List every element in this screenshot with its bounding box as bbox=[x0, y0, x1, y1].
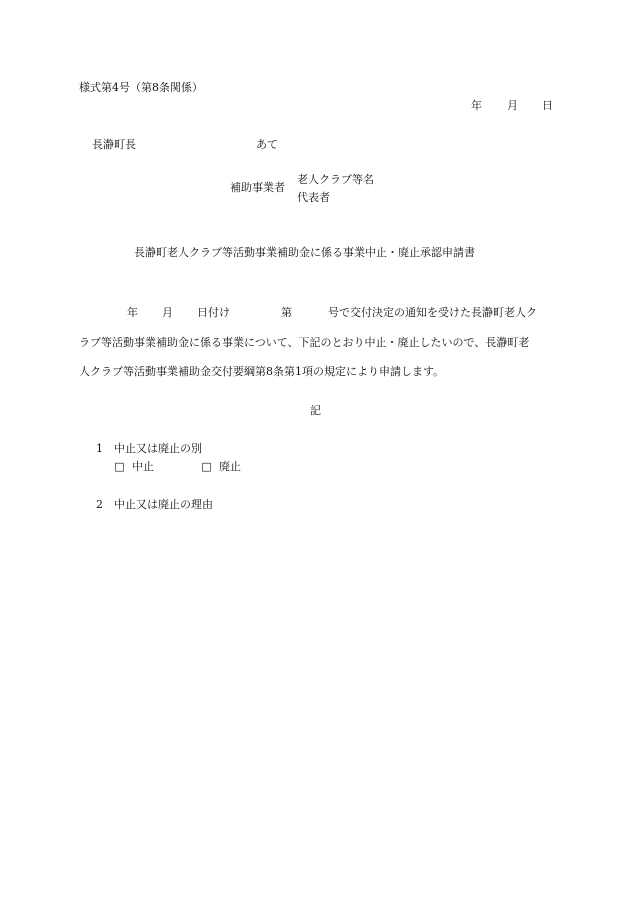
item-number: 1 bbox=[96, 442, 103, 455]
addressee-name: 長瀞町長 bbox=[92, 138, 136, 151]
checkbox-icon[interactable]: □ bbox=[201, 460, 212, 473]
body-date-suffix: 日付け bbox=[197, 306, 230, 319]
club-name-label: 老人クラブ等名 bbox=[297, 173, 374, 186]
item-label: 中止又は廃止の理由 bbox=[114, 498, 213, 511]
date-year-label: 年 bbox=[471, 99, 482, 112]
addressee-suffix: あて bbox=[256, 138, 278, 151]
date-month-label: 月 bbox=[507, 99, 518, 112]
date-day-label: 日 bbox=[542, 99, 553, 112]
body-line-1-text: 号で交付決定の通知を受けた長瀞町老人ク bbox=[328, 306, 537, 319]
representative-label: 代表者 bbox=[297, 191, 330, 204]
body-line-2: ラブ等活動事業補助金に係る事業について、下記のとおり中止・廃止したいので、長瀞町老 bbox=[79, 336, 530, 349]
item-label: 中止又は廃止の別 bbox=[114, 442, 202, 455]
document-title: 長瀞町老人クラブ等活動事業補助金に係る事業中止・廃止承認申請書 bbox=[134, 246, 475, 259]
applicant-label: 補助事業者 bbox=[230, 181, 285, 194]
item-number: 2 bbox=[96, 498, 103, 511]
option-label: 中止 bbox=[132, 460, 154, 473]
body-line-3: 人クラブ等活動事業補助金交付要綱第8条第1項の規定により申請します。 bbox=[79, 365, 445, 378]
option-label: 廃止 bbox=[219, 460, 241, 473]
form-number: 様式第4号（第8条関係） bbox=[79, 81, 203, 94]
ki-heading: 記 bbox=[310, 404, 321, 417]
body-month-label: 月 bbox=[162, 306, 173, 319]
checkbox-icon[interactable]: □ bbox=[114, 460, 125, 473]
body-dai-label: 第 bbox=[281, 306, 292, 319]
body-year-label: 年 bbox=[127, 306, 138, 319]
